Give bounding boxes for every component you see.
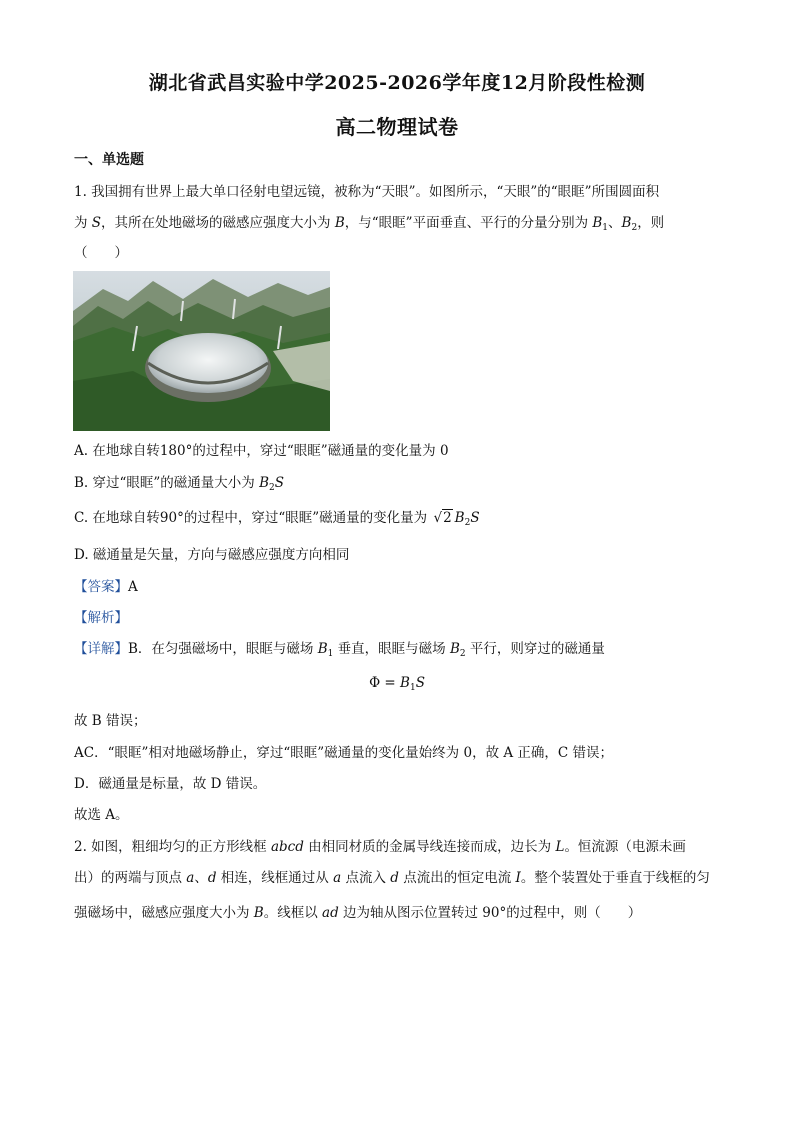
var-abcd: abcd (270, 839, 304, 855)
q1-answer-blank: （ ） (74, 245, 128, 261)
var-L: L (555, 839, 565, 855)
var-B1: B (317, 641, 328, 657)
q1-option-b (74, 473, 284, 498)
subscript: 1 (602, 223, 609, 233)
q1-stem-line2 (74, 213, 664, 238)
telescope-illustration (73, 271, 330, 431)
subscript: 1 (327, 649, 334, 659)
answer-value: A (128, 579, 138, 595)
subscript: 2 (459, 649, 466, 659)
q2-text: 。线框以 (263, 905, 323, 921)
var-I: I (515, 870, 521, 886)
q2-text: 相连，线框通过从 (216, 870, 334, 886)
detail-text: 平行，则穿过的磁通量 (465, 641, 605, 657)
q1-choice: 故选 A。 (74, 807, 129, 823)
q2-text: 强磁场中，磁感应强度大小为 (74, 905, 254, 921)
q1-d-explain: D．磁通量是标量，故 D 错误。 (74, 776, 267, 792)
var-S: S (274, 475, 285, 491)
section-heading: 一、单选题 (74, 152, 144, 168)
q2-text: 2. 如图，粗细均匀的正方形线框 (74, 839, 271, 855)
var-B1: B (592, 215, 603, 231)
detail-label: 【详解】 (74, 641, 128, 657)
q1-option-c (74, 508, 480, 533)
q1-option-a: A. 在地球自转180°的过程中，穿过“眼眶”磁通量的变化量为 0 (74, 443, 449, 459)
q1-text: 为 (74, 215, 92, 231)
q1-text: ，与“眼眶”平面垂直、平行的分量分别为 (344, 215, 593, 231)
var-d: d (207, 870, 217, 886)
var-d: d (390, 870, 399, 886)
separator: 、 (608, 215, 622, 231)
sqrt-symbol: √2 (433, 510, 452, 526)
q2-text: 由相同材质的金属导线连接而成，边长为 (303, 839, 556, 855)
q1-option-d: D. 磁通量是矢量，方向与磁感应强度方向相同 (74, 547, 350, 563)
q2-stem-line2 (74, 868, 710, 888)
detail-text: B．在匀强磁场中，眼眶与磁场 (128, 641, 318, 657)
radio-telescope-photo (73, 271, 330, 431)
q2-text: 出）的两端与顶点 (74, 870, 187, 886)
option-c-text: C. 在地球自转90°的过程中，穿过“眼眶”磁通量的变化量为 (74, 510, 432, 526)
detail-text: 垂直，眼眶与磁场 (333, 641, 450, 657)
q2-text: 点流入 (341, 870, 391, 886)
var-a: a (333, 870, 342, 886)
exam-subtitle: 高二物理试卷 (335, 115, 459, 139)
subscript: 2 (269, 483, 275, 493)
q1-b-wrong: 故 B 错误； (74, 713, 147, 729)
subscript: 1 (409, 683, 416, 693)
q2-text: 。整个装置处于垂直于线框的匀 (520, 870, 710, 886)
var-B2: B (449, 641, 460, 657)
subscript: 2 (631, 223, 638, 233)
answer-label: 【答案】 (74, 579, 128, 595)
var-B2: B (621, 215, 632, 231)
var-B: B (400, 675, 410, 691)
var-B: B (259, 475, 270, 491)
var-ad: ad (322, 905, 339, 921)
separator: 、 (194, 870, 208, 886)
q2-stem-line3 (74, 903, 641, 923)
var-B: B (334, 215, 345, 231)
var-B: B (253, 905, 264, 921)
sqrt-radicand: 2 (443, 510, 452, 526)
q2-text: 边为轴从图示位置转过 90°的过程中，则（ ） (338, 905, 642, 921)
var-a: a (186, 870, 195, 886)
q1-stem-line1: 1. 我国拥有世界上最大单口径射电望远镜，被称为“天眼”。如图所示，“天眼”的“眼眶”所围圆面积 (74, 184, 660, 200)
q2-stem-line1 (74, 837, 686, 857)
formula-phi: Φ = (369, 675, 401, 691)
analysis-label: 【解析】 (74, 610, 128, 626)
exam-title: 湖北省武昌实验中学2025-2026学年度12月阶段性检测 (148, 72, 646, 94)
q2-text: 点流出的恒定电流 (398, 870, 516, 886)
q1-text: ，则 (637, 215, 665, 231)
var-S: S (415, 675, 425, 691)
option-b-text: B. 穿过“眼眶”的磁通量大小为 (74, 475, 260, 491)
q1-detail (74, 639, 605, 664)
q1-answer (74, 577, 138, 597)
var-B: B (454, 510, 465, 526)
q2-text: 。恒流源（电源未画 (564, 839, 686, 855)
formula-flux (0, 675, 794, 693)
var-S: S (470, 510, 480, 526)
subscript: 2 (464, 518, 471, 528)
q1-text: ，其所在处地磁场的磁感应强度大小为 (101, 215, 335, 231)
q1-ac-explain: AC．“眼眶”相对地磁场静止，穿过“眼眶”磁通量的变化量始终为 0，故 A 正确，C 错误； (74, 745, 614, 761)
var-S: S (91, 215, 102, 231)
